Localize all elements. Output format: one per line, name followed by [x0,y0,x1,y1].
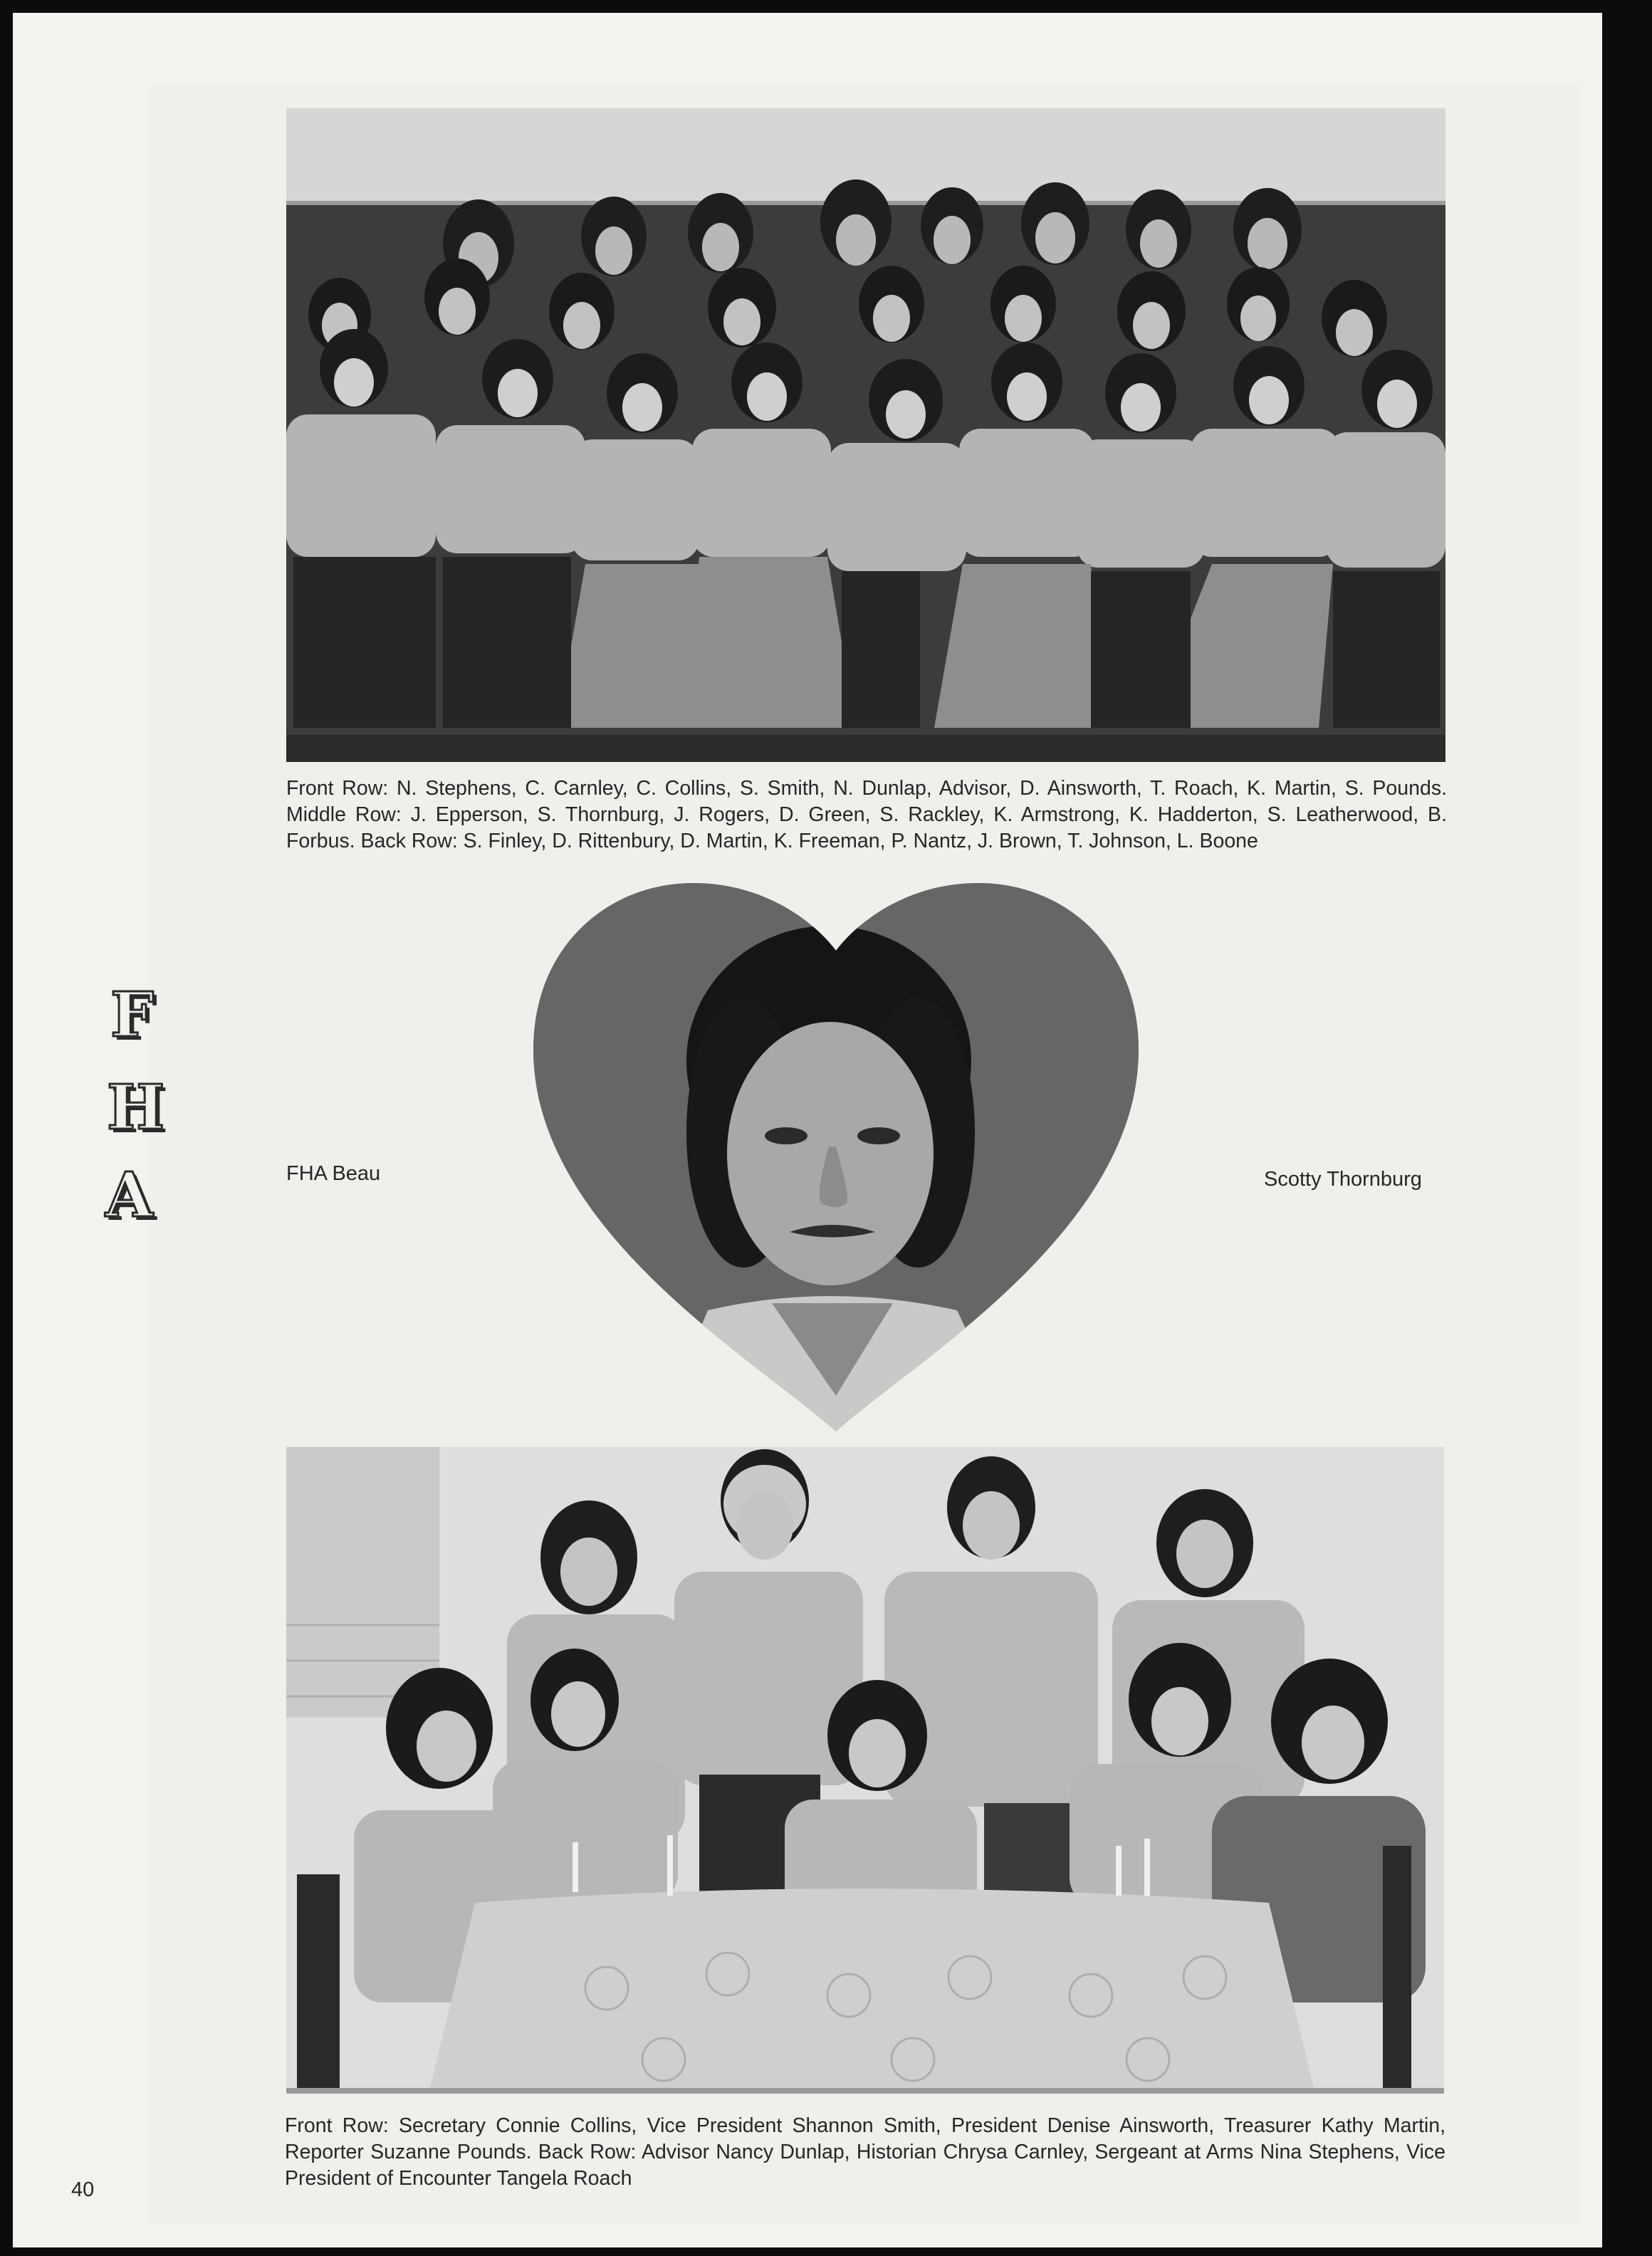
officers-photo-caption: Front Row: Secretary Connie Collins, Vice President Shannon Smith, President Denise Ainsworth, Treasurer Kathy Martin, Reporter Suzanne Pounds. Back Row: Advisor Nancy Dunlap, Historian Chrysa Carnley, Sergeant at Arms Nina Stephens, Vice President of Encounter Tangela Roach [285,2114,1446,2190]
page-number: 40 [71,2178,95,2201]
title-letter-h: H [107,1072,165,1144]
beau-title: FHA Beau [286,1162,381,1185]
fha-group-photo [286,108,1446,762]
fha-officers-photo [286,1447,1444,2094]
group-photo-caption: Front Row: N. Stephens, C. Carnley, C. Collins, S. Smith, N. Dunlap, Advisor, D. Ainsworth, T. Roach, K. Martin, S. Pounds. Middle Row: J. Epperson, S. Thornburg, J. Rogers, D. Green, S. Rackley, K. Armstrong, K. Hadderton, S. Leatherwood, B. Forbus. Back Row: S. Finley, D. Rittenbury, D. Martin, K. Freeman, P. Nantz, J. Brown, T. Johnson, L. Boone [286,777,1447,852]
officers-photo-image [286,1447,1444,2094]
title-letter-a: A [105,1159,153,1231]
beau-name: Scotty Thornburg [1264,1168,1422,1191]
fha-beau-heart-portrait [530,883,1142,1431]
group-photo-image [286,108,1446,762]
title-letter-f: F [110,979,155,1051]
